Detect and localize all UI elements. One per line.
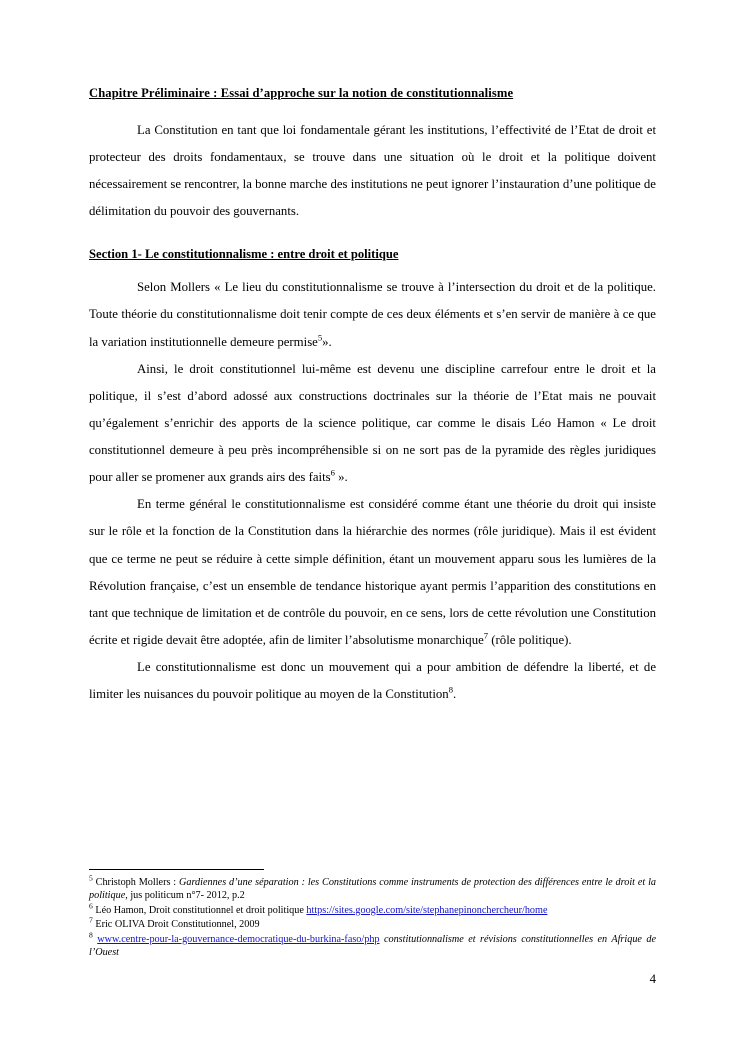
footnote-5-italic: Gardiennes d’une séparation : les Constitutions comme instruments de protection des différences entre le droit et la politique, [89,877,656,902]
footnote-8-link[interactable]: www.centre-pour-la-gouvernance-democratique-du-burkina-faso/php [97,933,380,945]
footnote-5 [89,873,656,903]
paragraph-3-text-end: (rôle politique). [488,632,572,647]
footnote-ref-6: 6 [330,467,335,478]
footnote-ref-7: 7 [483,630,489,641]
paragraph-1 [89,274,656,355]
paragraph-2-text: Ainsi, le droit constitutionnel lui-même est devenu une discipline carrefour entre le droit et la politique, il s’est d’abord adossé aux constructions doctrinales sur la théorie de l’Etat mais ne pouvait qu’également s’enrichir des apports de la science politique, car comme le disais Léo Hamon « Le droit constitutionnel demeure à peu près incompréhensible si on ne sort pas de la pyramide des règles juridiques pour aller se promener aux grands airs des faits [89,361,656,485]
paragraph-2 [89,356,656,492]
footnote-ref-8: 8 [448,684,453,695]
footnote-6-marker: 6 [89,901,93,911]
chapter-heading: Chapitre Préliminaire : Essai d’approche sur la notion de constitutionnalisme [89,86,514,100]
footnote-7-text-1: Eric OLIVA Droit Constitutionnel, 2009 [92,919,260,931]
intro-paragraph: La Constitution en tant que loi fondamentale gérant les institutions, l’effectivité de l’Etat de droit et protecteur des droits fondamentaux, se trouve dans une situation où le droit et la politique doivent nécessairement se rencontrer, la bonne marche des institutions ne peut ignorer l’instauration d’une politique de délimitation du pouvoir des gouvernants. [89,122,656,219]
paragraph-4-text-end: . [452,687,457,702]
footnote-6 [89,901,656,917]
paragraph-4 [89,654,656,708]
section-heading: Section 1- Le constitutionnalisme : entre droit et politique [89,247,399,262]
footnote-6-text-1: Léo Hamon, Droit constitutionnel et droit politique [92,904,307,916]
footnote-7 [89,915,656,931]
footnote-5-text-2: jus politicum n°7- 2012, p.2 [127,890,245,902]
footnote-8-marker: 8 [89,930,93,940]
paragraph-3 [89,491,656,654]
footnote-5-marker: 5 [89,873,93,883]
footnote-6-link[interactable]: https://sites.google.com/site/stephanepinonchercheur/home [306,904,548,916]
footnote-separator-rule [89,869,264,870]
footnote-5-text-1: Christoph Mollers : [92,877,180,888]
footnote-ref-5: 5 [317,332,323,343]
paragraph-1-text: Selon Mollers « Le lieu du constitutionnalisme se trouve à l’intersection du droit et de la politique. Toute théorie du constitutionnalisme doit tenir compte de ces deux éléments et s’en servir de manière à ce que la variation institutionnelle demeure permise [89,280,656,349]
footnote-7-marker: 7 [89,915,93,925]
footnote-8 [89,930,656,960]
footnotes-area [89,869,656,961]
document-body [89,84,656,708]
footnote-8-italic: constitutionnalisme et révisions constitutionnelles en Afrique de l’Ouest [89,933,656,959]
paragraph-3-text: En terme général le constitutionnalisme est considéré comme étant une théorie du droit qui insiste sur le rôle et la fonction de la Constitution dans la hiérarchie des normes (rôle juridique). Mais il est évident que ce terme ne peut se réduire à cette simple définition, étant un mouvement apparu sous les lumières de la Révolution française, c’est un ensemble de tendance historique ayant permis l’apparition des constitutions en tant que technique de limitation et de contrôle du pouvoir, en ce sens, lors de cette révolution une Constitution écrite et rigide devait être adoptée, afin de limiter l’absolutisme monarchique [89,497,656,647]
paragraph-4-text: Le constitutionnalisme est donc un mouvement qui a pour ambition de défendre la liberté, et de limiter les nuisances du pouvoir politique au moyen de la Constitution [89,660,656,702]
paragraph-1-text-end: ». [322,334,332,349]
paragraph-2-text-end: ». [334,470,348,485]
page-number: 4 [649,972,656,986]
